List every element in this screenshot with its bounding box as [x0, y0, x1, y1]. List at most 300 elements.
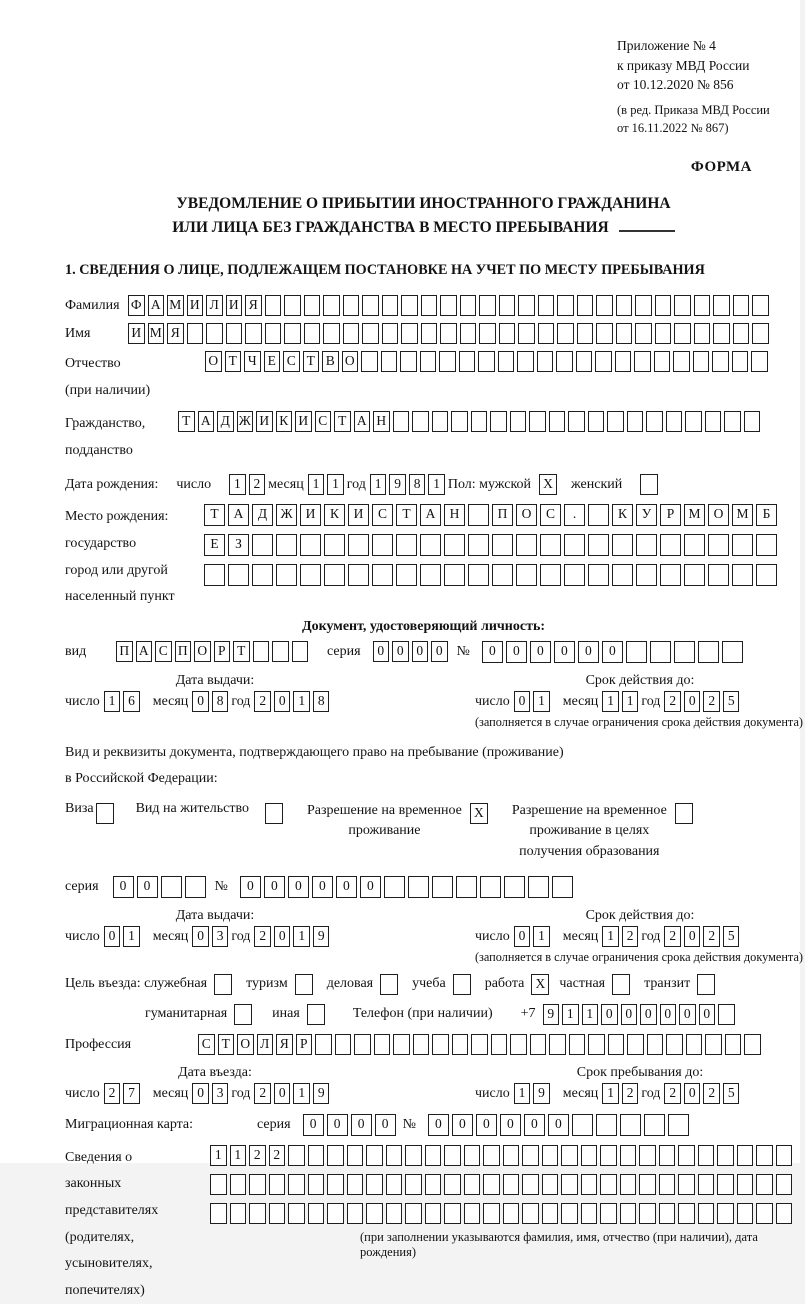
patronymic-input-cell[interactable]: О: [205, 351, 222, 372]
birth-place-input-2-cell[interactable]: Е: [204, 534, 225, 556]
representatives-input-1-cell[interactable]: [503, 1145, 520, 1166]
representatives-input-2-cell[interactable]: [620, 1174, 637, 1195]
surname-input-cell[interactable]: [499, 295, 516, 316]
citizenship-input-cell[interactable]: [744, 411, 761, 432]
profession-input-cell[interactable]: Р: [296, 1034, 313, 1055]
entry-year-input-cell[interactable]: 2: [254, 1083, 271, 1104]
permit-series-input-cell[interactable]: [161, 876, 182, 898]
stay-month-input-cell[interactable]: 2: [622, 1083, 639, 1104]
name-input-cell[interactable]: [284, 323, 301, 344]
birth-place-input-2-cell[interactable]: [468, 534, 489, 556]
birth-place-input-3-cell[interactable]: [444, 564, 465, 586]
purpose-transit-checkbox-cell[interactable]: [697, 974, 715, 995]
surname-input-cell[interactable]: [479, 295, 496, 316]
phone-input-cell[interactable]: 0: [699, 1004, 716, 1025]
stay-year-input-cell[interactable]: 0: [684, 1083, 701, 1104]
representatives-input-3-cell[interactable]: [561, 1203, 578, 1224]
birth-place-input-3-cell[interactable]: [468, 564, 489, 586]
phone-input-cell[interactable]: 0: [601, 1004, 618, 1025]
representatives-input-3-cell[interactable]: [503, 1203, 520, 1224]
patronymic-input-cell[interactable]: [478, 351, 495, 372]
entry-year-input-cell[interactable]: 9: [313, 1083, 330, 1104]
citizenship-input-cell[interactable]: Д: [217, 411, 234, 432]
patronymic-input-cell[interactable]: [751, 351, 768, 372]
birth-place-input-2-cell[interactable]: [756, 534, 777, 556]
birth-place-input-2-cell[interactable]: [612, 534, 633, 556]
birth-place-input-3-cell[interactable]: [564, 564, 585, 586]
permit-number-input-cell[interactable]: 0: [288, 876, 309, 898]
doc-type-input-cell[interactable]: П: [175, 641, 192, 662]
doc-issue-month-input-cell[interactable]: 0: [192, 691, 209, 712]
migration-series-input-cell[interactable]: 0: [303, 1114, 324, 1136]
representatives-input-1-cell[interactable]: [386, 1145, 403, 1166]
birth-place-input-1-cell[interactable]: С: [540, 504, 561, 526]
birth-day-input-cell[interactable]: 2: [249, 474, 266, 495]
citizenship-input-cell[interactable]: [724, 411, 741, 432]
patronymic-input-cell[interactable]: О: [342, 351, 359, 372]
representatives-input-1-cell[interactable]: [522, 1145, 539, 1166]
permit-issue-year-input-cell[interactable]: 9: [313, 926, 330, 947]
doc-type-input-cell[interactable]: Т: [233, 641, 250, 662]
birth-place-input-3-cell[interactable]: [228, 564, 249, 586]
representatives-input-1-cell[interactable]: 1: [230, 1145, 247, 1166]
birth-month-input-cell[interactable]: 1: [308, 474, 325, 495]
stay-day-input-cell[interactable]: 1: [514, 1083, 531, 1104]
phone-input-cell[interactable]: 1: [562, 1004, 579, 1025]
birth-year-input-cell[interactable]: 9: [389, 474, 406, 495]
doc-issue-year-input-cell[interactable]: 8: [313, 691, 330, 712]
profession-input-cell[interactable]: [686, 1034, 703, 1055]
representatives-input-2-cell[interactable]: [425, 1174, 442, 1195]
representatives-input-2-cell[interactable]: [522, 1174, 539, 1195]
birth-place-input-2-cell[interactable]: [444, 534, 465, 556]
birth-place-input-3-cell[interactable]: [708, 564, 729, 586]
birth-place-input-1-cell[interactable]: Т: [396, 504, 417, 526]
representatives-input-2-cell[interactable]: [561, 1174, 578, 1195]
representatives-input-3-cell[interactable]: [308, 1203, 325, 1224]
purpose-official-checkbox-cell[interactable]: [214, 974, 232, 995]
representatives-input-2-cell[interactable]: [483, 1174, 500, 1195]
representatives-input-1-cell[interactable]: [600, 1145, 617, 1166]
permit-number-input-cell[interactable]: 0: [264, 876, 285, 898]
migration-number-input-cell[interactable]: 0: [452, 1114, 473, 1136]
doc-type-input-cell[interactable]: [253, 641, 270, 662]
name-input-cell[interactable]: [460, 323, 477, 344]
profession-input-cell[interactable]: [413, 1034, 430, 1055]
surname-input-cell[interactable]: [460, 295, 477, 316]
citizenship-input-cell[interactable]: С: [315, 411, 332, 432]
name-input-cell[interactable]: [440, 323, 457, 344]
birth-place-input-3-cell[interactable]: [732, 564, 753, 586]
permit-number-input-cell[interactable]: [432, 876, 453, 898]
citizenship-input-cell[interactable]: [412, 411, 429, 432]
surname-input-cell[interactable]: [440, 295, 457, 316]
doc-type-input-cell[interactable]: С: [155, 641, 172, 662]
birth-place-input-3-cell[interactable]: [420, 564, 441, 586]
citizenship-input-cell[interactable]: [529, 411, 546, 432]
representatives-input-3-cell[interactable]: [717, 1203, 734, 1224]
profession-input-cell[interactable]: [569, 1034, 586, 1055]
name-input-cell[interactable]: [206, 323, 223, 344]
purpose-other-checkbox-cell[interactable]: [307, 1004, 325, 1025]
representatives-input-3-cell[interactable]: [405, 1203, 422, 1224]
representatives-input-3-cell[interactable]: [620, 1203, 637, 1224]
surname-input-cell[interactable]: [421, 295, 438, 316]
doc-series-input-cell[interactable]: 0: [392, 641, 409, 662]
permit-exp-year-input-cell[interactable]: 2: [703, 926, 720, 947]
permit-number-input-cell[interactable]: [384, 876, 405, 898]
name-input-cell[interactable]: [265, 323, 282, 344]
representatives-input-2-cell[interactable]: [386, 1174, 403, 1195]
representatives-input-3-cell[interactable]: [210, 1203, 227, 1224]
birth-place-input-1-cell[interactable]: С: [372, 504, 393, 526]
representatives-input-3-cell[interactable]: [249, 1203, 266, 1224]
birth-place-input-3-cell[interactable]: [276, 564, 297, 586]
representatives-input-3-cell[interactable]: [756, 1203, 773, 1224]
profession-input-cell[interactable]: [744, 1034, 761, 1055]
birth-month-input-cell[interactable]: 1: [327, 474, 344, 495]
birth-place-input-1-cell[interactable]: К: [612, 504, 633, 526]
representatives-input-1-cell[interactable]: [347, 1145, 364, 1166]
permit-exp-day-input-cell[interactable]: 0: [514, 926, 531, 947]
birth-place-input-2-cell[interactable]: [540, 534, 561, 556]
doc-exp-day-input-cell[interactable]: 1: [533, 691, 550, 712]
representatives-input-1-cell[interactable]: [717, 1145, 734, 1166]
birth-place-input-1-cell[interactable]: [588, 504, 609, 526]
representatives-input-1-cell[interactable]: [444, 1145, 461, 1166]
doc-series-input-cell[interactable]: 0: [431, 641, 448, 662]
name-input-cell[interactable]: [596, 323, 613, 344]
citizenship-input-cell[interactable]: [588, 411, 605, 432]
birth-place-input-3-cell[interactable]: [252, 564, 273, 586]
birth-place-input-2-cell[interactable]: [348, 534, 369, 556]
birth-place-input-1-cell[interactable]: О: [708, 504, 729, 526]
citizenship-input-cell[interactable]: Т: [334, 411, 351, 432]
doc-issue-year-input-cell[interactable]: 2: [254, 691, 271, 712]
profession-input-cell[interactable]: Я: [276, 1034, 293, 1055]
representatives-input-2-cell[interactable]: [327, 1174, 344, 1195]
permit-exp-year-input-cell[interactable]: 5: [723, 926, 740, 947]
permit-number-input-cell[interactable]: 0: [360, 876, 381, 898]
surname-input-cell[interactable]: [304, 295, 321, 316]
permit-issue-month-input-cell[interactable]: 3: [212, 926, 229, 947]
representatives-input-2-cell[interactable]: [210, 1174, 227, 1195]
surname-input-cell[interactable]: [557, 295, 574, 316]
doc-number-input-cell[interactable]: [698, 641, 719, 663]
doc-series-input-cell[interactable]: 0: [412, 641, 429, 662]
representatives-input-1-cell[interactable]: [542, 1145, 559, 1166]
birth-place-input-3-cell[interactable]: [540, 564, 561, 586]
permit-number-input-cell[interactable]: [552, 876, 573, 898]
doc-number-input-cell[interactable]: 0: [506, 641, 527, 663]
birth-place-input-2-cell[interactable]: [588, 534, 609, 556]
representatives-input-3-cell[interactable]: [327, 1203, 344, 1224]
representatives-input-1-cell[interactable]: 1: [210, 1145, 227, 1166]
name-input-cell[interactable]: [733, 323, 750, 344]
profession-input-cell[interactable]: О: [237, 1034, 254, 1055]
representatives-input-3-cell[interactable]: [678, 1203, 695, 1224]
name-input-cell[interactable]: [382, 323, 399, 344]
citizenship-input-cell[interactable]: [490, 411, 507, 432]
permit-number-input-cell[interactable]: 0: [312, 876, 333, 898]
birth-place-input-3-cell[interactable]: [300, 564, 321, 586]
doc-number-input-cell[interactable]: [722, 641, 743, 663]
name-input-cell[interactable]: [421, 323, 438, 344]
birth-place-input-3-cell[interactable]: [492, 564, 513, 586]
profession-input-cell[interactable]: [608, 1034, 625, 1055]
representatives-input-3-cell[interactable]: [386, 1203, 403, 1224]
patronymic-input-cell[interactable]: С: [283, 351, 300, 372]
representatives-input-3-cell[interactable]: [347, 1203, 364, 1224]
permit-issue-day-input-cell[interactable]: 0: [104, 926, 121, 947]
representatives-input-1-cell[interactable]: [756, 1145, 773, 1166]
name-input-cell[interactable]: [694, 323, 711, 344]
representatives-input-1-cell[interactable]: [425, 1145, 442, 1166]
representatives-input-2-cell[interactable]: [776, 1174, 793, 1195]
citizenship-input-cell[interactable]: И: [295, 411, 312, 432]
phone-input-cell[interactable]: [718, 1004, 735, 1025]
representatives-input-2-cell[interactable]: [698, 1174, 715, 1195]
representatives-input-1-cell[interactable]: [561, 1145, 578, 1166]
patronymic-input-cell[interactable]: [361, 351, 378, 372]
birth-place-input-3-cell[interactable]: [324, 564, 345, 586]
migration-series-input-cell[interactable]: 0: [375, 1114, 396, 1136]
name-input-cell[interactable]: [655, 323, 672, 344]
permit-series-input-cell[interactable]: 0: [137, 876, 158, 898]
doc-issue-year-input-cell[interactable]: 1: [293, 691, 310, 712]
permit-series-input-cell[interactable]: [185, 876, 206, 898]
representatives-input-1-cell[interactable]: 2: [269, 1145, 286, 1166]
permit-series-input-cell[interactable]: 0: [113, 876, 134, 898]
citizenship-input-cell[interactable]: [451, 411, 468, 432]
entry-month-input-cell[interactable]: 3: [212, 1083, 229, 1104]
citizenship-input-cell[interactable]: [627, 411, 644, 432]
birth-place-input-3-cell[interactable]: [660, 564, 681, 586]
birth-place-input-2-cell[interactable]: [564, 534, 585, 556]
name-input-cell[interactable]: [557, 323, 574, 344]
sex-female-checkbox-cell[interactable]: [640, 474, 658, 495]
name-input-cell[interactable]: [362, 323, 379, 344]
doc-number-input-cell[interactable]: [626, 641, 647, 663]
surname-input-cell[interactable]: [713, 295, 730, 316]
migration-number-input-cell[interactable]: 0: [500, 1114, 521, 1136]
surname-input-cell[interactable]: Ф: [128, 295, 145, 316]
birth-place-input-2-cell[interactable]: [372, 534, 393, 556]
name-input-cell[interactable]: [518, 323, 535, 344]
name-input-cell[interactable]: [616, 323, 633, 344]
name-input-cell[interactable]: [577, 323, 594, 344]
representatives-input-2-cell[interactable]: [249, 1174, 266, 1195]
patronymic-input-cell[interactable]: [615, 351, 632, 372]
stay-month-input-cell[interactable]: 1: [602, 1083, 619, 1104]
stay-year-input-cell[interactable]: 2: [703, 1083, 720, 1104]
citizenship-input-cell[interactable]: [568, 411, 585, 432]
surname-input-cell[interactable]: [265, 295, 282, 316]
profession-input-cell[interactable]: [335, 1034, 352, 1055]
representatives-input-3-cell[interactable]: [659, 1203, 676, 1224]
profession-input-cell[interactable]: С: [198, 1034, 215, 1055]
representatives-input-3-cell[interactable]: [639, 1203, 656, 1224]
profession-input-cell[interactable]: [354, 1034, 371, 1055]
doc-type-input-cell[interactable]: П: [116, 641, 133, 662]
stay-year-input-cell[interactable]: 5: [723, 1083, 740, 1104]
name-input-cell[interactable]: И: [128, 323, 145, 344]
birth-place-input-2-cell[interactable]: [636, 534, 657, 556]
phone-input-cell[interactable]: 0: [640, 1004, 657, 1025]
patronymic-input-cell[interactable]: [712, 351, 729, 372]
surname-input-cell[interactable]: [401, 295, 418, 316]
name-input-cell[interactable]: [304, 323, 321, 344]
name-input-cell[interactable]: [635, 323, 652, 344]
surname-input-cell[interactable]: [284, 295, 301, 316]
patronymic-input-cell[interactable]: [381, 351, 398, 372]
birth-place-input-3-cell[interactable]: [636, 564, 657, 586]
birth-place-input-2-cell[interactable]: [324, 534, 345, 556]
profession-input-cell[interactable]: [491, 1034, 508, 1055]
purpose-tourism-checkbox-cell[interactable]: [295, 974, 313, 995]
representatives-input-3-cell[interactable]: [522, 1203, 539, 1224]
permit-exp-month-input-cell[interactable]: 2: [622, 926, 639, 947]
patronymic-input-cell[interactable]: Е: [264, 351, 281, 372]
birth-place-input-2-cell[interactable]: [708, 534, 729, 556]
citizenship-input-cell[interactable]: А: [198, 411, 215, 432]
representatives-input-3-cell[interactable]: [230, 1203, 247, 1224]
birth-place-input-1-cell[interactable]: Т: [204, 504, 225, 526]
citizenship-input-cell[interactable]: [646, 411, 663, 432]
representatives-input-2-cell[interactable]: [230, 1174, 247, 1195]
permit-issue-month-input-cell[interactable]: 0: [192, 926, 209, 947]
citizenship-input-cell[interactable]: Т: [178, 411, 195, 432]
surname-input-cell[interactable]: [538, 295, 555, 316]
representatives-input-1-cell[interactable]: [776, 1145, 793, 1166]
surname-input-cell[interactable]: [362, 295, 379, 316]
profession-input-cell[interactable]: [627, 1034, 644, 1055]
birth-place-input-2-cell[interactable]: [684, 534, 705, 556]
representatives-input-3-cell[interactable]: [444, 1203, 461, 1224]
name-input-cell[interactable]: М: [148, 323, 165, 344]
profession-input-cell[interactable]: [393, 1034, 410, 1055]
doc-issue-day-input-cell[interactable]: 1: [104, 691, 121, 712]
doc-exp-day-input-cell[interactable]: 0: [514, 691, 531, 712]
birth-place-input-1-cell[interactable]: И: [300, 504, 321, 526]
doc-exp-month-input-cell[interactable]: 1: [602, 691, 619, 712]
doc-type-input-cell[interactable]: Р: [214, 641, 231, 662]
representatives-input-2-cell[interactable]: [678, 1174, 695, 1195]
surname-input-cell[interactable]: [635, 295, 652, 316]
permit-number-input-cell[interactable]: 0: [336, 876, 357, 898]
birth-place-input-1-cell[interactable]: А: [420, 504, 441, 526]
representatives-input-3-cell[interactable]: [425, 1203, 442, 1224]
representatives-input-3-cell[interactable]: [288, 1203, 305, 1224]
representatives-input-1-cell[interactable]: [366, 1145, 383, 1166]
profession-input-cell[interactable]: [588, 1034, 605, 1055]
surname-input-cell[interactable]: М: [167, 295, 184, 316]
entry-month-input-cell[interactable]: 0: [192, 1083, 209, 1104]
birth-place-input-2-cell[interactable]: [276, 534, 297, 556]
representatives-input-2-cell[interactable]: [542, 1174, 559, 1195]
surname-input-cell[interactable]: [674, 295, 691, 316]
representatives-input-1-cell[interactable]: [464, 1145, 481, 1166]
patronymic-input-cell[interactable]: [517, 351, 534, 372]
citizenship-input-cell[interactable]: [705, 411, 722, 432]
birth-place-input-1-cell[interactable]: П: [492, 504, 513, 526]
patronymic-input-cell[interactable]: В: [322, 351, 339, 372]
surname-input-cell[interactable]: [382, 295, 399, 316]
patronymic-input-cell[interactable]: [595, 351, 612, 372]
representatives-input-3-cell[interactable]: [737, 1203, 754, 1224]
patronymic-input-cell[interactable]: Ч: [244, 351, 261, 372]
birth-place-input-3-cell[interactable]: [684, 564, 705, 586]
temp-residence-checkbox-cell[interactable]: X: [470, 803, 488, 824]
representatives-input-1-cell[interactable]: [483, 1145, 500, 1166]
doc-number-input-cell[interactable]: 0: [482, 641, 503, 663]
doc-exp-year-input-cell[interactable]: 2: [664, 691, 681, 712]
birth-place-input-3-cell[interactable]: [204, 564, 225, 586]
doc-exp-year-input-cell[interactable]: 0: [684, 691, 701, 712]
profession-input-cell[interactable]: [432, 1034, 449, 1055]
doc-issue-month-input-cell[interactable]: 8: [212, 691, 229, 712]
birth-place-input-3-cell[interactable]: [396, 564, 417, 586]
birth-place-input-2-cell[interactable]: [300, 534, 321, 556]
name-input-cell[interactable]: [499, 323, 516, 344]
representatives-input-3-cell[interactable]: [483, 1203, 500, 1224]
birth-day-input-cell[interactable]: 1: [229, 474, 246, 495]
representatives-input-1-cell[interactable]: [737, 1145, 754, 1166]
surname-input-cell[interactable]: [616, 295, 633, 316]
birth-place-input-1-cell[interactable]: И: [348, 504, 369, 526]
surname-input-cell[interactable]: [752, 295, 769, 316]
permit-number-input-cell[interactable]: [480, 876, 501, 898]
birth-place-input-3-cell[interactable]: [612, 564, 633, 586]
name-input-cell[interactable]: [674, 323, 691, 344]
permit-exp-year-input-cell[interactable]: 0: [684, 926, 701, 947]
migration-series-input-cell[interactable]: 0: [327, 1114, 348, 1136]
name-input-cell[interactable]: [479, 323, 496, 344]
profession-input-cell[interactable]: [315, 1034, 332, 1055]
permit-issue-day-input-cell[interactable]: 1: [123, 926, 140, 947]
name-input-cell[interactable]: [187, 323, 204, 344]
surname-input-cell[interactable]: Л: [206, 295, 223, 316]
doc-number-input-cell[interactable]: 0: [530, 641, 551, 663]
patronymic-input-cell[interactable]: [693, 351, 710, 372]
patronymic-input-cell[interactable]: Т: [225, 351, 242, 372]
permit-number-input-cell[interactable]: [456, 876, 477, 898]
birth-place-input-2-cell[interactable]: [420, 534, 441, 556]
representatives-input-2-cell[interactable]: [444, 1174, 461, 1195]
name-input-cell[interactable]: [752, 323, 769, 344]
birth-year-input-cell[interactable]: 8: [409, 474, 426, 495]
birth-place-input-2-cell[interactable]: З: [228, 534, 249, 556]
entry-day-input-cell[interactable]: 7: [123, 1083, 140, 1104]
profession-input-cell[interactable]: [549, 1034, 566, 1055]
citizenship-input-cell[interactable]: К: [276, 411, 293, 432]
representatives-input-1-cell[interactable]: [620, 1145, 637, 1166]
permit-exp-day-input-cell[interactable]: 1: [533, 926, 550, 947]
sex-male-checkbox-cell[interactable]: X: [539, 474, 557, 495]
migration-number-input-cell[interactable]: 0: [524, 1114, 545, 1136]
permit-number-input-cell[interactable]: [504, 876, 525, 898]
doc-series-input-cell[interactable]: 0: [373, 641, 390, 662]
birth-place-input-1-cell[interactable]: Д: [252, 504, 273, 526]
birth-place-input-3-cell[interactable]: [372, 564, 393, 586]
migration-number-input-cell[interactable]: [596, 1114, 617, 1136]
patronymic-input-cell[interactable]: [634, 351, 651, 372]
purpose-study-checkbox-cell[interactable]: [453, 974, 471, 995]
representatives-input-1-cell[interactable]: [581, 1145, 598, 1166]
doc-type-input-cell[interactable]: [272, 641, 289, 662]
representatives-input-1-cell[interactable]: [405, 1145, 422, 1166]
stay-day-input-cell[interactable]: 9: [533, 1083, 550, 1104]
